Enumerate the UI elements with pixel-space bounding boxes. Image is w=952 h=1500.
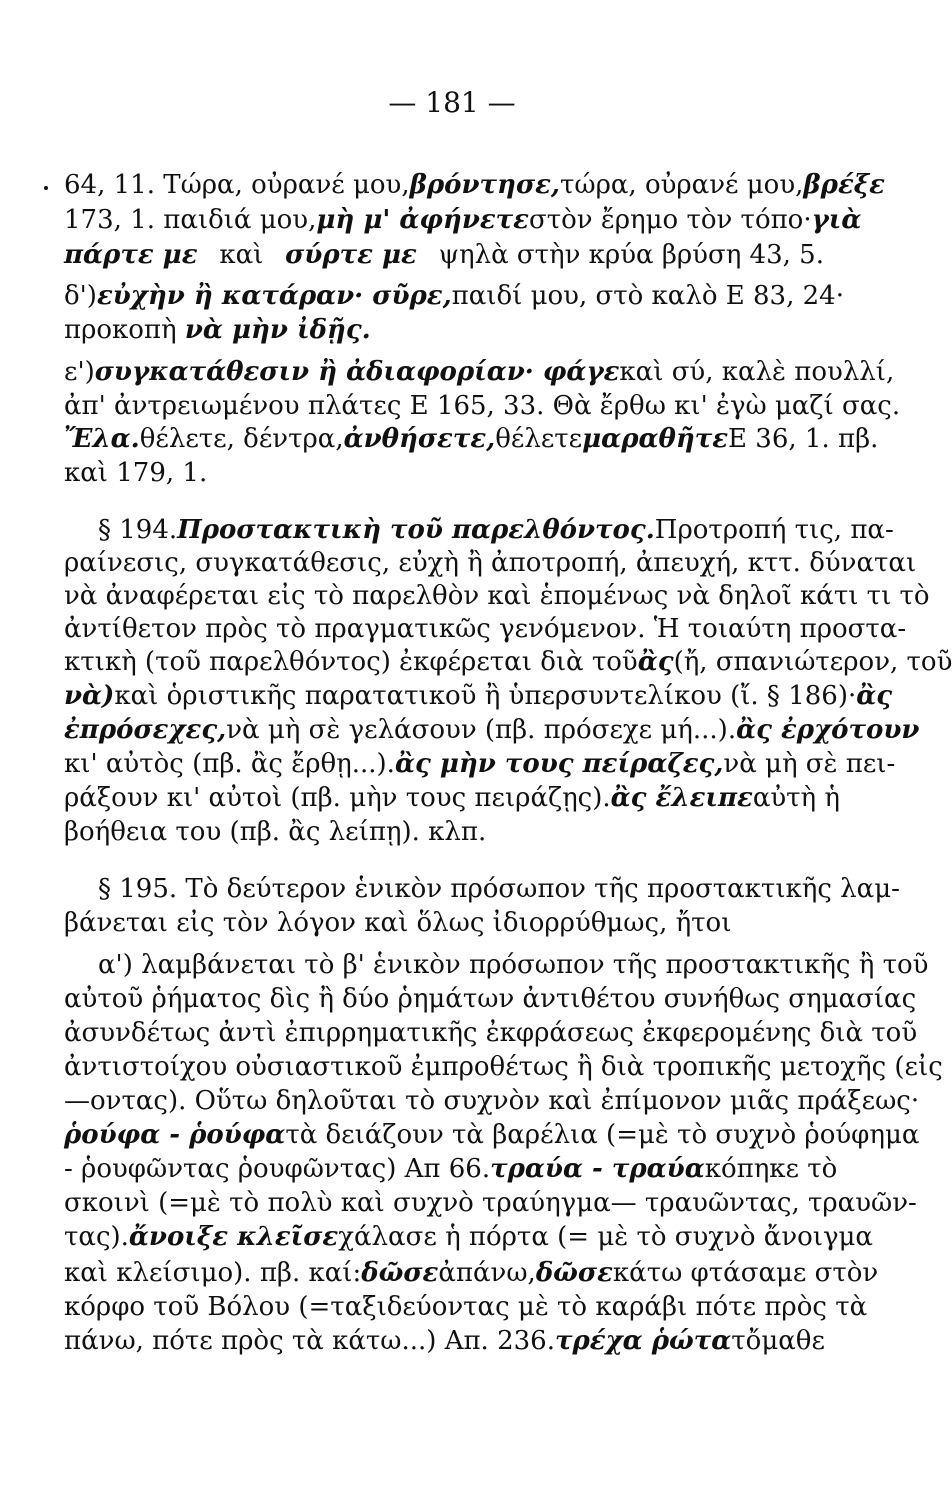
- plain-text: 173, 1. παιδιά μου,: [64, 205, 317, 235]
- text-line: [64, 546, 917, 580]
- text-line: [64, 203, 862, 237]
- text-line: [64, 679, 893, 713]
- text-line: [64, 456, 824, 490]
- text-line: [64, 389, 901, 423]
- plain-text: κάτω φτάσαμε στὸν: [612, 1258, 879, 1288]
- emphasis-text: μαραθῆτε: [582, 424, 729, 454]
- text-line: [98, 948, 929, 982]
- text-line: [64, 906, 824, 940]
- text-line: [64, 1084, 920, 1118]
- text-line: [98, 872, 900, 906]
- emphasis-text: τραύα - τραύα: [490, 1154, 705, 1184]
- plain-text: βοήθεια του (πβ. ἂς λείπῃ). κλπ.: [64, 817, 487, 847]
- text-line: [64, 1050, 943, 1084]
- text-line: [64, 1118, 920, 1152]
- text-line: [64, 1256, 879, 1290]
- plain-text: ραίνεσις, συγκατάθεσις, εὐχὴ ἢ ἀποτροπή, ἀπευχή, κττ. δύναται: [64, 548, 917, 578]
- plain-text: κτικὴ (τοῦ παρελθόντος) ἐκφέρεται διὰ τοῦ: [64, 647, 638, 677]
- text-line: [64, 781, 840, 815]
- plain-text: —οντας). Οὕτω δηλοῦται τὸ συχνὸν καὶ ἐπίμονον μιᾶς πράξεως·: [64, 1086, 920, 1116]
- plain-text: ράξουν κι' αὐτοὶ (πβ. μὴν τους πειράζῃς).: [64, 783, 611, 813]
- text-line: [64, 313, 824, 347]
- emphasis-text: δῶσε: [361, 1258, 439, 1288]
- emphasis-text: τρέχα ῥώτα: [554, 1326, 732, 1356]
- plain-text: α') λαμβάνεται τὸ β' ἑνικὸν πρόσωπον τῆς προστακτικῆς ἢ τοῦ: [98, 950, 929, 980]
- emphasis-text: ἂς: [856, 681, 893, 711]
- plain-text: κόρφο τοῦ Βόλου (=ταξιδεύοντας μὲ τὸ καράβι πότε πρὸς τὰ: [64, 1292, 868, 1322]
- emphasis-text: βρέξε: [803, 170, 885, 200]
- emphasis-text: μὴ μ' ἀφήνετε: [316, 205, 529, 235]
- text-line: [64, 713, 920, 747]
- plain-text: καὶ 179, 1.: [64, 458, 208, 488]
- plain-text: ἀπ' ἀντρειωμένου πλάτες Ε 165, 33. Θὰ ἔρθω κι' ἐγὼ μαζί σας.: [64, 391, 901, 421]
- plain-text: νὰ ἀναφέρεται εἰς τὸ παρελθὸν καὶ ἑπομένως νὰ δηλοῖ κάτι τι τὸ: [64, 581, 930, 611]
- plain-text: καὶ ὁριστικῆς παρατατικοῦ ἢ ὑπερσυντελίκου (ἴ. § 186)·: [114, 681, 857, 711]
- plain-text: καὶ κλείσιμο). πβ. καί:: [64, 1258, 362, 1288]
- emphasis-text: συγκατάθεσιν ἢ ἀδιαφορίαν· φάγε: [94, 357, 620, 387]
- plain-text: νὰ μὴ σὲ πει-: [723, 749, 896, 779]
- plain-text: αὐτὴ ἡ: [752, 783, 840, 813]
- plain-text: ψηλὰ στὴν κρύα βρύση 43, 5.: [438, 240, 824, 270]
- emphasis-text: Προστακτικὴ τοῦ παρελθόντος.: [177, 515, 655, 545]
- text-line: [64, 982, 917, 1016]
- plain-text: ἀσυνδέτως ἀντὶ ἐπιρρηματικῆς ἐκφράσεως ἐκφερομένης διὰ τοῦ: [64, 1018, 918, 1048]
- emphasis-text: σύρτε με: [285, 240, 417, 270]
- text-line: [64, 168, 885, 202]
- plain-text: χάλασε ἡ πόρτα (= μὲ τὸ συχνὸ ἄνοιγμα: [338, 1222, 873, 1252]
- text-line: [64, 422, 879, 456]
- emphasis-text: ἂς μὴν τους πείραζες,: [394, 749, 724, 779]
- plain-text: δ'): [64, 281, 97, 311]
- text-line: [64, 1290, 868, 1324]
- plain-text: βάνεται εἰς τὸν λόγον καὶ ὅλως ἰδιορρύθμως, ἤτοι: [64, 908, 732, 938]
- plain-text: προκοπὴ: [64, 315, 177, 345]
- plain-text: τας).: [64, 1222, 129, 1252]
- emphasis-text: πάρτε με: [64, 240, 198, 270]
- text-line: [98, 513, 894, 547]
- plain-text: στὸν ἔρημο τὸν τόπο·: [528, 205, 812, 235]
- emphasis-text: ἐπρόσεχες,: [64, 715, 227, 745]
- plain-text: κι' αὐτὸς (πβ. ἂς ἔρθῃ...).: [64, 749, 395, 779]
- text-line: [64, 815, 824, 849]
- emphasis-text: Ἔλα.: [64, 424, 140, 454]
- text-line: [64, 1152, 838, 1186]
- plain-text: νὰ μὴ σὲ γελάσουν (πβ. πρόσεχε μή...).: [226, 715, 737, 745]
- plain-text: τὄμαθε: [731, 1326, 825, 1356]
- text-line: [64, 355, 895, 389]
- plain-text: 64, 11. Τώρα, οὐρανέ μου,: [64, 170, 410, 200]
- plain-text: - ῥουφῶντας ῥουφῶντας) Απ 66.: [64, 1154, 491, 1184]
- text-line: [64, 279, 844, 313]
- text-line: [64, 1016, 918, 1050]
- text-line: [64, 579, 930, 613]
- text-line: [64, 612, 907, 646]
- plain-text: παιδί μου, στὸ καλὸ Ε 83, 24·: [451, 281, 844, 311]
- text-line: [64, 747, 896, 781]
- emphasis-text: νὰ): [64, 681, 115, 711]
- page-number: — 181 —: [388, 86, 516, 119]
- plain-text: καὶ: [219, 240, 264, 270]
- emphasis-text: ἂς ἐρχότουν: [736, 715, 920, 745]
- margin-dot: [44, 186, 48, 190]
- emphasis-text: ἂς ἔλειπε: [610, 783, 753, 813]
- plain-text: § 194.: [98, 515, 178, 545]
- emphasis-text: δῶσε: [535, 1258, 613, 1288]
- emphasis-text: βρόντησε,: [409, 170, 560, 200]
- plain-text: τώρα, οὐρανέ μου,: [559, 170, 804, 200]
- plain-text: καὶ σύ, καλὲ πουλλί,: [619, 357, 895, 387]
- plain-text: Προτροπή τις, πα-: [654, 515, 894, 545]
- emphasis-text: ἄνοιξε κλεῖσε: [128, 1222, 339, 1252]
- text-line: [64, 238, 824, 272]
- plain-text: ἀντίθετον πρὸς τὸ πραγματικῶς γενόμενον. Ἡ τοιαύτη προστα-: [64, 614, 907, 644]
- plain-text: ἀντιστοίχου οὐσιαστικοῦ ἐμπροθέτως ἢ διὰ τροπικῆς μετοχῆς (εἰς: [64, 1052, 943, 1082]
- plain-text: σκοινὶ (=μὲ τὸ πολὺ καὶ συχνὸ τραύηγμα— τραυῶντας, τραυῶν-: [64, 1188, 917, 1218]
- plain-text: θέλετε: [495, 424, 583, 454]
- text-line: [64, 645, 952, 679]
- text-line: [64, 1186, 917, 1220]
- emphasis-text: εὐχὴν ἢ κατάραν· σῦρε,: [96, 281, 452, 311]
- plain-text: κόπηκε τὸ: [704, 1154, 838, 1184]
- emphasis-text: ῥούφα - ῥούφα: [64, 1120, 286, 1150]
- plain-text: τὰ δειάζουν τὰ βαρέλια (=μὲ τὸ συχνὸ ῥούφημα: [285, 1120, 920, 1150]
- plain-text: (ἤ, σπανιώτερον, τοῦ: [673, 647, 952, 677]
- plain-text: Ε 36, 1. πβ.: [728, 424, 879, 454]
- emphasis-text: ἂς: [637, 647, 674, 677]
- plain-text: πάνω, πότε πρὸς τὰ κάτω...) Απ. 236.: [64, 1326, 555, 1356]
- emphasis-text: γιὰ: [811, 205, 862, 235]
- text-line: [64, 1324, 824, 1358]
- plain-text: ἀπάνω,: [438, 1258, 536, 1288]
- text-line: [64, 1220, 873, 1254]
- emphasis-text: νὰ μὴν ἰδῇς.: [184, 315, 371, 345]
- plain-text: αὐτοῦ ῥήματος δὶς ἢ δύο ῥημάτων ἀντιθέτου συνήθως σημασίας: [64, 984, 917, 1014]
- plain-text: § 195. Τὸ δεύτερον ἑνικὸν πρόσωπον τῆς προστακτικῆς λαμ-: [98, 874, 900, 904]
- emphasis-text: ἀνθήσετε,: [343, 424, 496, 454]
- plain-text: θέλετε, δέντρα,: [139, 424, 344, 454]
- plain-text: ε'): [64, 357, 95, 387]
